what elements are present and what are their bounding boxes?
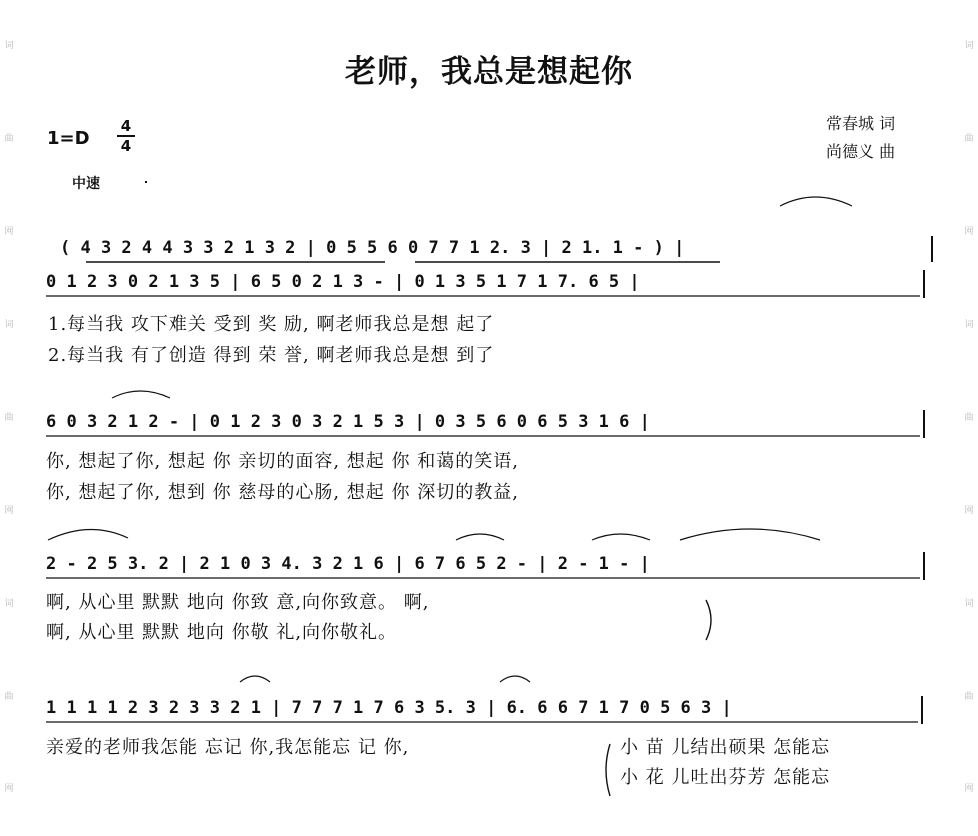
lyric-line-2-verse-2: 2.每当我 有了创造 得到 荣 誉, 啊老师我总是想 到了 — [48, 345, 495, 366]
watermark-text: 网 — [4, 784, 14, 795]
slur — [456, 534, 504, 540]
watermark-text: 曲 — [4, 134, 14, 145]
slur — [48, 529, 128, 540]
watermark-text: 曲 — [4, 412, 14, 423]
lyric-line-3-verse-2: 你, 想起了你, 想到 你 慈母的心肠, 想起 你 深切的教益, — [46, 482, 519, 503]
watermark-text: 网 — [964, 227, 974, 238]
watermark-text: 词 — [964, 320, 974, 331]
lyric-line-2-verse-1: 1.每当我 攻下难关 受到 奖 励, 啊老师我总是想 起了 — [48, 314, 495, 335]
tempo-marking: 中速 — [72, 176, 100, 192]
watermark-text: 词 — [4, 41, 14, 52]
slur — [500, 676, 530, 682]
key-signature: 1=D — [47, 128, 90, 149]
watermark-text: 曲 — [964, 691, 974, 702]
lyric-line-3-verse-1: 你, 想起了你, 想起 你 亲切的面容, 想起 你 和蔼的笑语, — [46, 451, 519, 472]
triplet-slur — [592, 534, 650, 540]
lyric-line-5-shared: 亲爱的老师我怎能 忘记 你,我怎能忘 记 你, — [46, 737, 410, 758]
notation-line-2: 0 1 2 3 0 2 1 3 5 | 6 5 0 2 1 3 - | 0 1 3 5 1 7 1 7. 6 5 | — [46, 272, 640, 292]
composer-credit: 尚德义 曲 — [826, 142, 896, 161]
brace — [706, 600, 711, 640]
watermark-text: 词 — [4, 320, 14, 331]
watermark-text: 词 — [4, 598, 14, 609]
watermark-text: 词 — [964, 41, 974, 52]
slur — [240, 676, 270, 682]
lyric-line-5-verse-2: 小 花 儿吐出芬芳 怎能忘 — [620, 767, 831, 788]
watermark-text: 曲 — [964, 412, 974, 423]
notation-line-1: ( 4 3 2 4 4 3 3 2 1 3 2 | 0 5 5 6 0 7 7 1 2. 3 | 2 1. 1 - ) | — [60, 238, 685, 258]
lyric-line-4-verse-1: 啊, 从心里 默默 地向 你致 意,向你致意。 啊, — [46, 592, 430, 613]
time-signature-top: 4 — [120, 117, 132, 135]
watermark-text: 曲 — [4, 691, 14, 702]
watermark-text: 曲 — [964, 134, 974, 145]
lyric-line-5-verse-1: 小 苗 儿结出硕果 怎能忘 — [620, 737, 831, 758]
watermark-text: 网 — [4, 505, 14, 516]
slur — [780, 197, 852, 206]
watermark-text: 网 — [964, 505, 974, 516]
lyricist-credit: 常春城 词 — [826, 114, 896, 133]
notation-line-4: 2 - 2 5 3. 2 | 2 1 0 3 4. 3 2 1 6 | 6 7 6 5 2 - | 2 - 1 - | — [46, 554, 650, 574]
notation-line-3: 6 0 3 2 1 2 - | 0 1 2 3 0 3 2 1 5 3 | 0 3 5 6 0 6 5 3 1 6 | — [46, 412, 650, 432]
watermark-text: 网 — [964, 784, 974, 795]
brace — [606, 744, 610, 796]
song-title: 老师，我总是想起你 — [345, 54, 633, 90]
triplet-slur — [112, 391, 170, 398]
slur — [680, 529, 820, 540]
watermark-text: 网 — [4, 227, 14, 238]
notation-line-5: 1 1 1 1 2 3 2 3 3 2 1 | 7 7 7 1 7 6 3 5. 3 | 6. 6 6 7 1 7 0 5 6 3 | — [46, 698, 732, 718]
watermark-text: 词 — [964, 598, 974, 609]
time-signature-bottom: 4 — [120, 137, 132, 155]
lyric-line-4-verse-2: 啊, 从心里 默默 地向 你敬 礼,向你敬礼。 — [46, 622, 398, 643]
